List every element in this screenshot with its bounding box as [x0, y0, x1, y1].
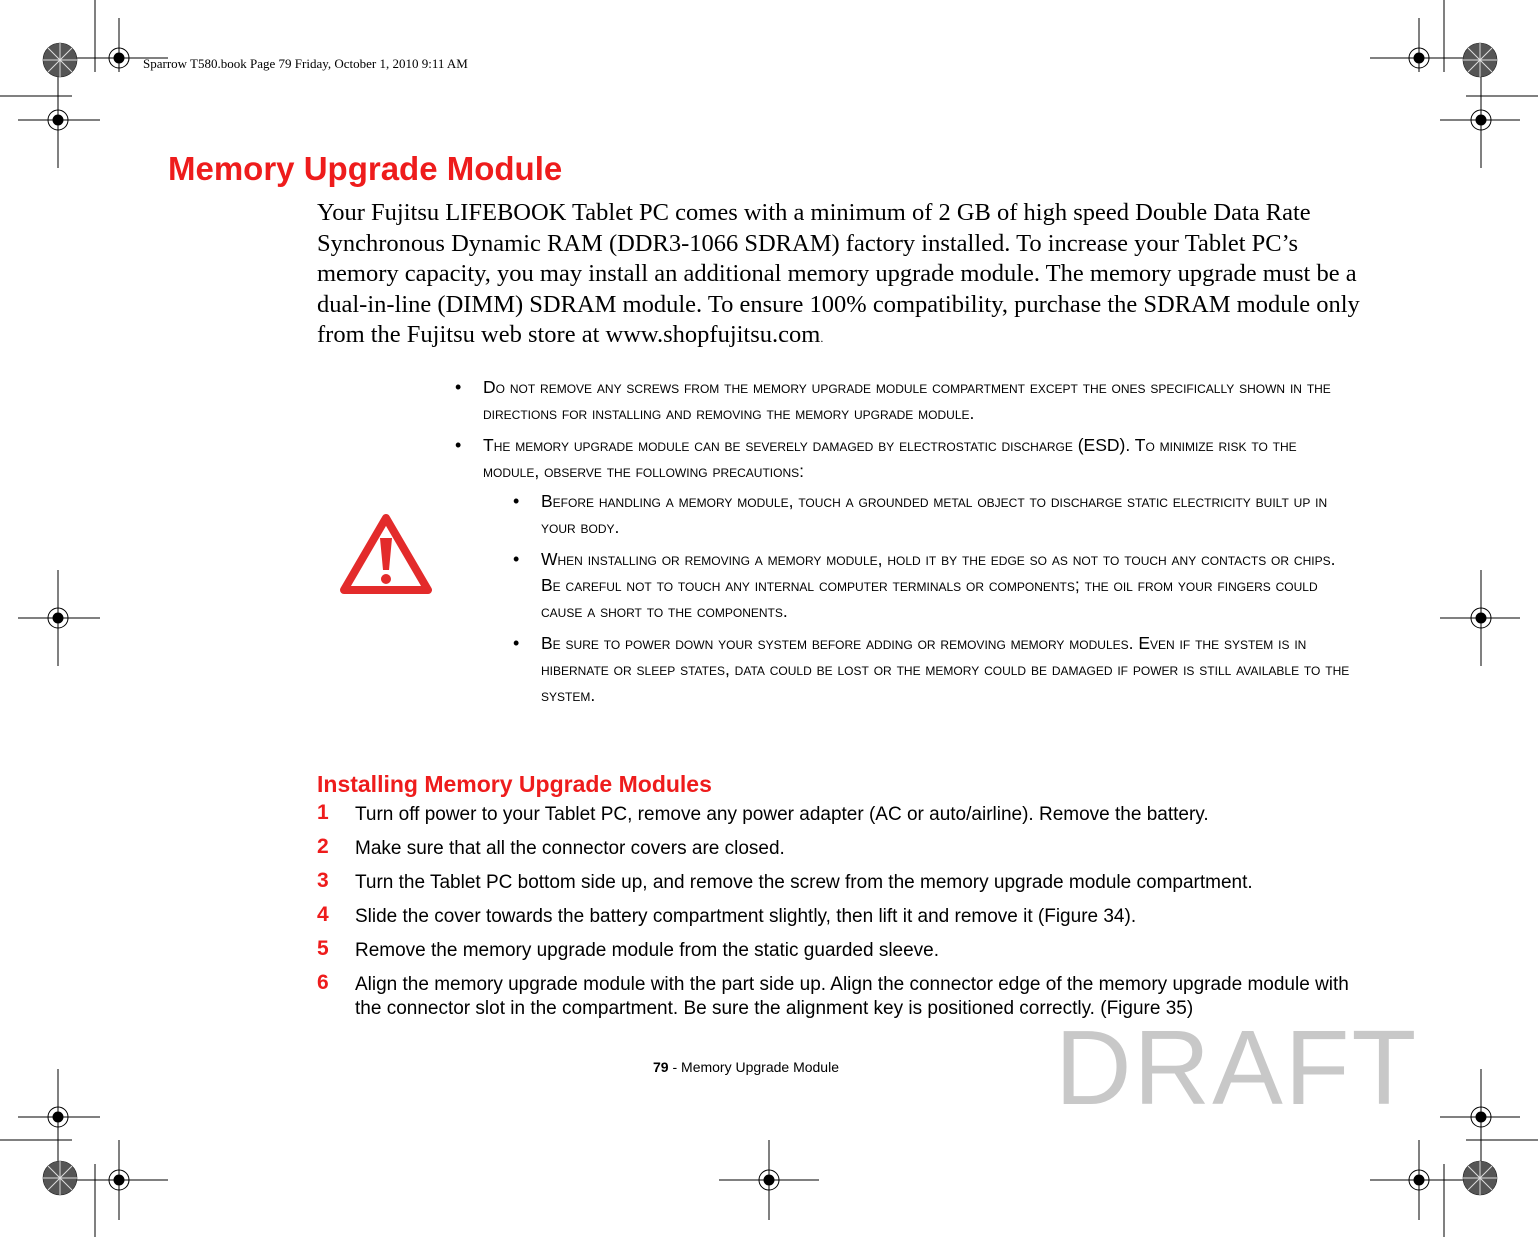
footer-separator: -: [668, 1059, 682, 1075]
step-number: 3: [317, 869, 329, 892]
step-number: 6: [317, 971, 329, 994]
step-item: [317, 803, 1357, 827]
step-number: 5: [317, 937, 329, 960]
step-text: Remove the memory upgrade module from the static guarded sleeve.: [355, 940, 940, 961]
caution-subtext: When installing or removing a memory module, hold it by the edge so as not to touch any contacts or chips. Be careful not to touch any internal computer terminals or components; the oil from your fingers could cause a short to the components.: [541, 549, 1336, 621]
steps-list: [317, 803, 1357, 1031]
step-item: [317, 905, 1357, 929]
bullet-icon: •: [513, 549, 520, 569]
caution-box: [455, 374, 1355, 714]
section-heading: Installing Memory Upgrade Modules: [317, 771, 712, 797]
step-item: [317, 837, 1357, 861]
step-text: Align the memory upgrade module with the part side up. Align the connector edge of the memory upgrade module with the connector slot in the compartment. Be sure the alignment key is positioned correctly. (Figure 35): [355, 974, 1349, 1019]
step-number: 2: [317, 835, 329, 858]
bullet-icon: •: [455, 435, 462, 455]
footer-label: Memory Upgrade Module: [681, 1059, 839, 1075]
intro-paragraph: [317, 198, 1367, 354]
step-text: Turn off power to your Tablet PC, remove any power adapter (AC or auto/airline). Remove the battery.: [355, 804, 1209, 825]
intro-text: Your Fujitsu LIFEBOOK Tablet PC comes with a minimum of 2 GB of high speed Double Data Rate Synchronous Dynamic RAM (DDR3-1066 SDRAM) factory installed. To increase your Tablet PC’s memory capacity, you may install an additional memory upgrade module. The memory upgrade must be a dual-in-line (DIMM) SDRAM module. To ensure 100% compatibility, purchase the SDRAM module only from the Fujitsu web store at www.shopfujitsu.com: [317, 199, 1360, 349]
caution-subitem: [513, 546, 1355, 624]
page-title: Memory Upgrade Module: [168, 150, 563, 187]
step-number: 1: [317, 801, 329, 824]
draft-watermark: DRAFT: [1055, 1009, 1419, 1127]
page-number: 79: [653, 1059, 669, 1075]
step-text: Make sure that all the connector covers are closed.: [355, 838, 785, 859]
warning-icon: [340, 512, 432, 596]
caution-sublist: [513, 488, 1355, 708]
caution-subitem: [513, 630, 1355, 708]
book-info-header: Sparrow T580.book Page 79 Friday, October 1, 2010 9:11 AM: [143, 56, 468, 71]
caution-text: Do not remove any screws from the memory upgrade module compartment except the ones specifically shown in the directions for installing and removing the memory upgrade module.: [483, 377, 1331, 423]
step-item: [317, 939, 1357, 963]
step-number: 4: [317, 903, 329, 926]
caution-item: [455, 432, 1355, 708]
step-item: [317, 871, 1357, 895]
step-text: Turn the Tablet PC bottom side up, and remove the screw from the memory upgrade module compartment.: [355, 872, 1253, 893]
bullet-icon: •: [513, 491, 520, 511]
caution-subtext: Be sure to power down your system before adding or removing memory modules. Even if the system is in hibernate or sleep states, data could be lost or the memory could be damaged if power is still available to the system.: [541, 633, 1350, 705]
intro-trailing: .: [820, 331, 824, 346]
caution-text: The memory upgrade module can be severely damaged by electrostatic discharge (ESD). To minimize risk to the module, observe the following precautions:: [483, 435, 1297, 481]
caution-subitem: [513, 488, 1355, 540]
bullet-icon: •: [455, 377, 462, 397]
step-text: Slide the cover towards the battery compartment slightly, then lift it and remove it (Figure 34).: [355, 906, 1137, 927]
bullet-icon: •: [513, 633, 520, 653]
caution-subtext: Before handling a memory module, touch a grounded metal object to discharge static electricity built up in your body.: [541, 491, 1328, 537]
caution-item: [455, 374, 1355, 426]
